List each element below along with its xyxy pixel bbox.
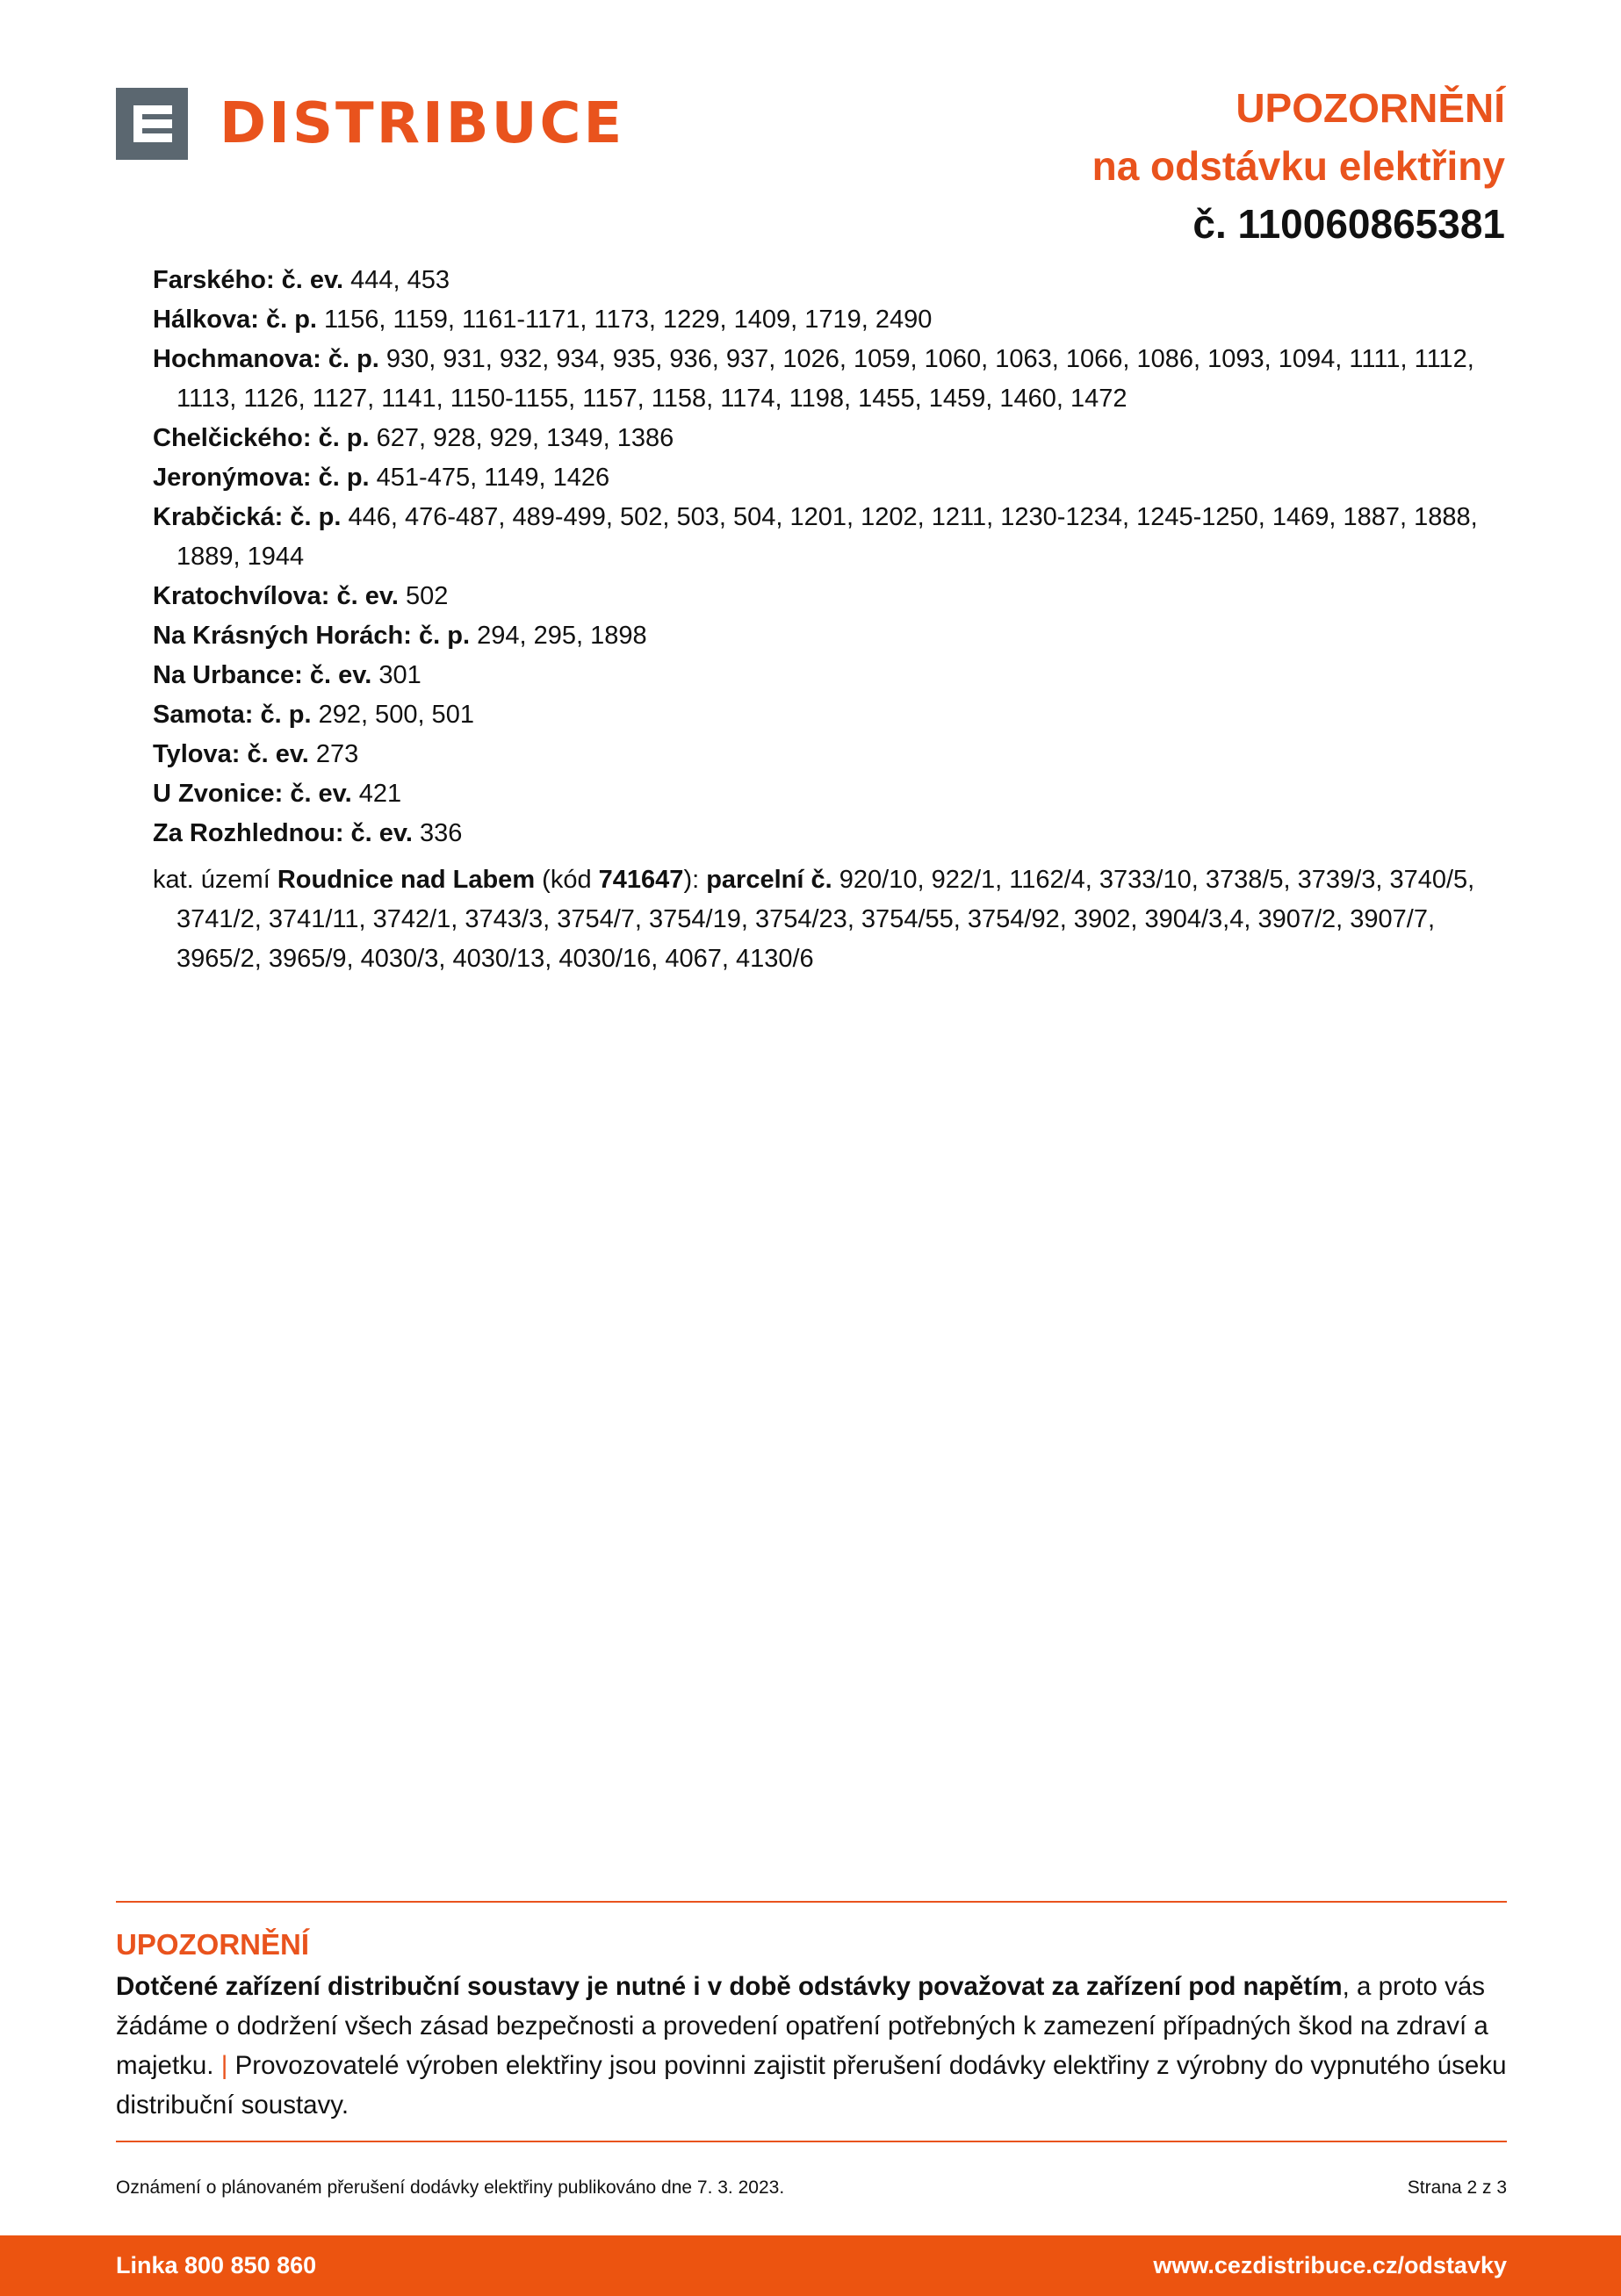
page-number: Strana 2 z 3 — [1407, 2177, 1507, 2198]
contact-bar — [0, 2235, 1621, 2296]
list-item: Farského: č. ev. 444, 453 — [153, 266, 450, 294]
list-item: Tylova: č. ev. 273 — [153, 740, 359, 768]
safety-notice — [116, 1925, 1507, 2125]
list-item: U Zvonice: č. ev. 421 — [153, 780, 402, 808]
list-item: Na Urbance: č. ev. 301 — [153, 661, 421, 689]
list-item: Hochmanova: č. p. 930, 931, 932, 934, 935, 936, 937, 1026, 1059, 1060, 1063, 1066, 1086, 1093, 1094, 1111, 1112, 1113, 1126, 1127, 1141, 1150-1155, 1157, 1158, 1174, 1198, 1455, 1459, 1460, 1472 — [153, 345, 1474, 413]
company-logo — [116, 88, 624, 160]
list-item: Jeronýmova: č. p. 451-475, 1149, 1426 — [153, 464, 610, 492]
list-item: Hálkova: č. p. 1156, 1159, 1161-1171, 1173, 1229, 1409, 1719, 2490 — [153, 306, 933, 334]
cez-logo-icon — [116, 88, 188, 160]
list-item: Krabčická: č. p. 446, 476-487, 489-499, 502, 503, 504, 1201, 1202, 1211, 1230-1234, 1245-1250, 1469, 1887, 1888, 1889, 1944 — [153, 503, 1478, 571]
list-item: Na Krásných Horách: č. p. 294, 295, 1898 — [153, 622, 647, 650]
list-item: Kratochvílova: č. ev. 502 — [153, 582, 449, 610]
notice-body: Dotčené zařízení distribuční soustavy je nutné i v době odstávky považovat za zařízení pod napětím, a proto vás žádáme o dodržení všech zásad bezpečnosti a provedení opatření potřebných k zamezení případných škod na zdraví a majetku. | Provozovatelé výroben elektřiny jsou povinni zajistit přerušení dodávky elektřiny z výrobny do vypnutého úseku distribuční soustavy. — [116, 1972, 1507, 2120]
notice-number: č. 110060865381 — [1192, 201, 1505, 247]
notice-header — [1092, 79, 1505, 253]
header-subtitle: na odstávku elektřiny — [1091, 143, 1505, 189]
footer-info — [116, 2175, 1507, 2201]
affected-addresses-list — [153, 261, 1509, 979]
hotline-number: Linka 800 850 860 — [116, 2252, 317, 2278]
list-item: Chelčického: č. p. 627, 928, 929, 1349, 1386 — [153, 424, 674, 452]
website-link[interactable]: www.cezdistribuce.cz/odstavky — [1153, 2252, 1507, 2278]
divider-bottom — [116, 2141, 1507, 2142]
header-title: UPOZORNĚNÍ — [1236, 85, 1505, 131]
divider-top — [116, 1901, 1507, 1903]
publication-note: Oznámení o plánovaném přerušení dodávky elektřiny publikováno dne 7. 3. 2023. — [116, 2177, 785, 2198]
list-item: Samota: č. p. 292, 500, 501 — [153, 701, 474, 729]
logo-text: DISTRIBUCE — [220, 91, 625, 156]
notice-title: UPOZORNĚNÍ — [116, 1928, 310, 1961]
cadastre-entry: kat. území Roudnice nad Labem (kód 741647): parcelní č. 920/10, 922/1, 1162/4, 3733/10, 3738/5, 3739/3, 3740/5, 3741/2, 3741/11, 3742/1, 3743/3, 3754/7, 3754/19, 3754/23, 3754/55, 3754/92, 3902, 3904/3,4, 3907/2, 3907/7, 3965/2, 3965/9, 4030/3, 4030/13, 4030/16, 4067, 4130/6 — [153, 866, 1475, 973]
list-item: Za Rozhlednou: č. ev. 336 — [153, 819, 463, 847]
